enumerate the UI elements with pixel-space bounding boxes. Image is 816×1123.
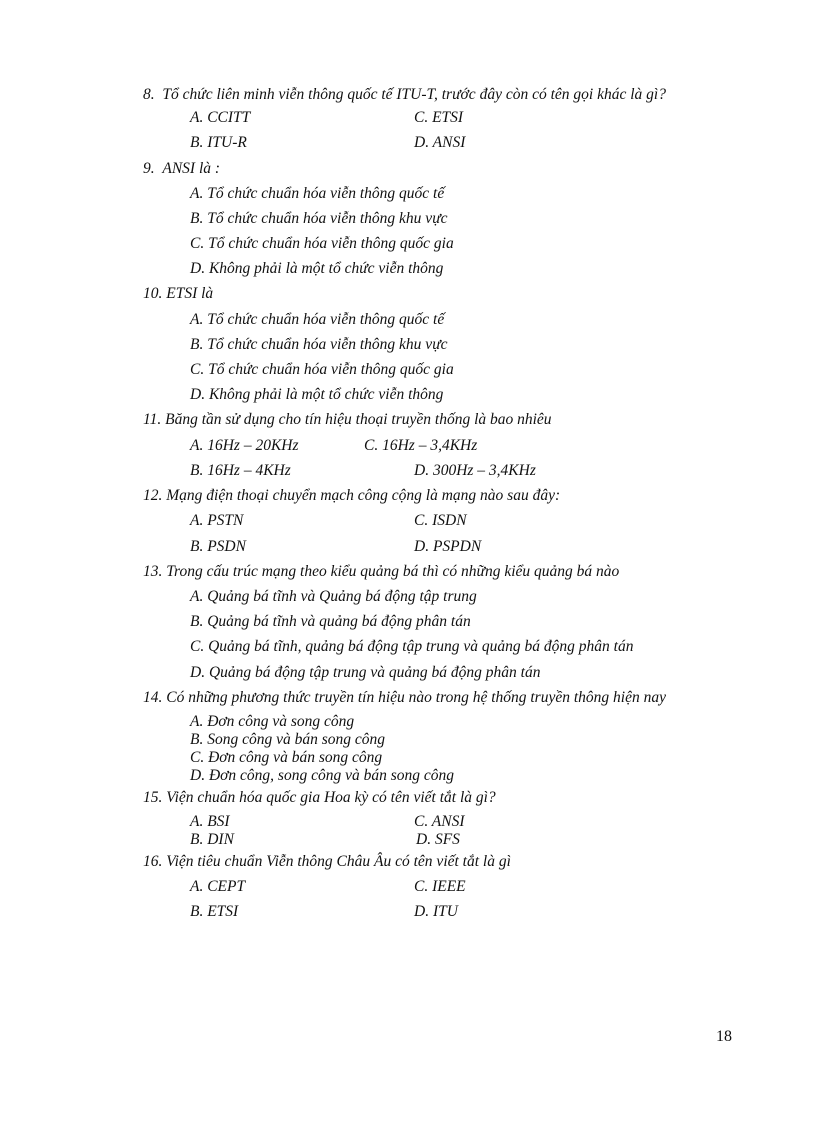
option-d: D. Không phải là một tổ chức viễn thông [190,386,444,403]
option-b: B. Tổ chức chuẩn hóa viễn thông khu vực [190,210,448,227]
option-a: A. CEPT [190,878,246,895]
option-b: B. PSDN [190,538,246,555]
option-b: B. Song công và bán song công [190,731,386,748]
option-d: D. 300Hz – 3,4KHz [414,462,536,479]
question-14 [143,689,666,707]
question-text: Viện chuẩn hóa quốc gia Hoa kỳ có tên viết tắt là gì? [166,789,496,806]
question-13 [143,563,619,581]
option-c: C. Đơn công và bán song công [190,749,383,766]
option-c: C. 16Hz – 3,4KHz [364,437,478,454]
question-number: 15. [143,789,163,806]
question-15 [143,789,496,807]
option-d: D. Quảng bá động tập trung và quảng bá động phân tán [190,664,541,681]
option-b: B. 16Hz – 4KHz [190,462,291,479]
option-c: C. IEEE [414,878,466,895]
question-number: 9. [143,160,155,177]
option-b: B. ETSI [190,903,239,920]
question-text: Có những phương thức truyền tín hiệu nào trong hệ thống truyền thông hiện nay [166,689,666,706]
question-11 [143,411,552,429]
question-10 [143,285,213,303]
option-a: A. PSTN [190,512,244,529]
question-number: 16. [143,853,163,870]
option-c: C. Tổ chức chuẩn hóa viễn thông quốc gia [190,361,454,378]
option-d: D. ANSI [414,134,466,151]
option-a: A. CCITT [190,109,251,126]
question-text: Tổ chức liên minh viễn thông quốc tế ITU-T, trước đây còn có tên gọi khác là gì? [162,86,666,103]
option-d: D. ITU [414,903,458,920]
question-number: 13. [143,563,163,580]
question-number: 14. [143,689,163,706]
question-9 [143,160,220,178]
option-a: A. BSI [190,813,230,830]
question-text: Viện tiêu chuẩn Viễn thông Châu Âu có tên viết tắt là gì [166,853,511,870]
option-d: D. Không phải là một tổ chức viễn thông [190,260,444,277]
option-b: B. ITU-R [190,134,247,151]
option-d: D. Đơn công, song công và bán song công [190,767,454,784]
question-text: ETSI là [166,285,214,302]
question-text: Băng tần sử dụng cho tín hiệu thoại truyền thống là bao nhiêu [165,411,552,428]
option-c: C. ISDN [414,512,467,529]
option-a: A. Đơn công và song công [190,713,355,730]
option-d: D. PSPDN [414,538,482,555]
option-c: C. ETSI [414,109,464,126]
option-c: C. Quảng bá tĩnh, quảng bá động tập trung và quảng bá động phân tán [190,638,634,655]
option-c: C. Tổ chức chuẩn hóa viễn thông quốc gia [190,235,454,252]
question-12 [143,487,560,505]
question-text: Trong cấu trúc mạng theo kiểu quảng bá thì có những kiểu quảng bá nào [166,563,620,580]
question-8 [143,86,666,104]
question-number: 8. [143,86,155,103]
question-16 [143,853,511,871]
option-a: A. Quảng bá tĩnh và Quảng bá động tập trung [190,588,477,605]
question-text: Mạng điện thoại chuyển mạch công cộng là mạng nào sau đây: [166,487,561,504]
question-number: 11. [143,411,162,428]
option-a: A. Tổ chức chuẩn hóa viễn thông quốc tế [190,311,445,328]
option-b: B. DIN [190,831,234,848]
question-number: 12. [143,487,163,504]
option-d: D. SFS [416,831,460,848]
option-a: A. 16Hz – 20KHz [190,437,299,454]
question-text: ANSI là : [162,160,221,177]
option-c: C. ANSI [414,813,465,830]
option-a: A. Tổ chức chuẩn hóa viễn thông quốc tế [190,185,445,202]
option-b: B. Tổ chức chuẩn hóa viễn thông khu vực [190,336,448,353]
question-number: 10. [143,285,163,302]
option-b: B. Quảng bá tĩnh và quảng bá động phân tán [190,613,471,630]
page-number: 18 [716,1028,732,1045]
